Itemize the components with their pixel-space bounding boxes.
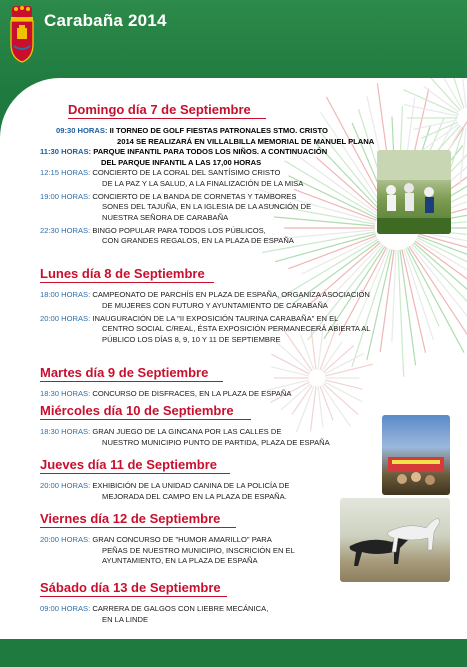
event-line: [56, 126, 328, 137]
event-time: 18:00 HORAS:: [40, 290, 93, 299]
event-list: [0, 78, 467, 653]
day-heading: Jueves día 11 de Septiembre: [40, 457, 218, 472]
event-description: CON GRANDES REGALOS, EN LA PLAZA DE ESPAÑA: [102, 236, 294, 245]
event-description: DEL PARQUE INFANTIL A LAS 17,00 HORAS: [101, 157, 262, 167]
event-description: NUESTRA SEÑORA DE CARABAÑA: [102, 212, 229, 222]
event-line: [40, 481, 289, 492]
event-line: [102, 202, 311, 213]
event-line: [102, 546, 295, 557]
day-heading: Lunes día 8 de Septiembre: [40, 266, 205, 281]
event-description: INAUGURACIÓN DE LA "II EXPOSICIÓN TAURINA CARABAÑA" EN EL: [92, 313, 339, 323]
event-line: [102, 324, 371, 335]
day-heading-underline: [40, 282, 214, 283]
event-description: CONCIERTO DE LA CORAL DEL SANTÍSIMO CRISTO: [92, 168, 281, 177]
event-description: CONCURSO DE DISFRACES, EN LA PLAZA DE ESPAÑA: [92, 389, 292, 398]
event-line: [102, 179, 303, 190]
event-description: PARQUE INFANTIL PARA TODOS LOS NIÑOS. A CONTINUACIÓN: [93, 147, 328, 156]
day-heading-underline: [40, 381, 223, 382]
event-description: CONCIERTO DE LA BANDA DE CORNETAS Y TAMBORES: [92, 191, 297, 201]
event-time: 20:00 HORAS:: [40, 535, 93, 544]
footer-band: [0, 639, 467, 653]
day-heading-underline: [40, 527, 236, 528]
day-heading: Miércoles día 10 de Septiembre: [40, 403, 234, 418]
event-line: [102, 236, 294, 247]
event-line: [102, 213, 228, 224]
day-heading-underline: [68, 118, 266, 119]
event-description: DE MUJERES CON FUTURO Y AYUNTAMIENTO DE CARABAÑA: [102, 300, 328, 310]
event-line: [40, 290, 370, 301]
event-description: CENTRO SOCIAL C/REAL, ÉSTA EXPOSICIÓN PERMANECERÁ ABIERTA AL: [102, 324, 371, 333]
event-line: [40, 314, 338, 325]
event-description: GRAN CONCURSO DE "HUMOR AMARILLO" PARA: [92, 535, 272, 544]
event-time: 09:00 HORAS:: [40, 604, 93, 613]
event-time: 19:00 HORAS:: [40, 191, 93, 201]
day-heading-underline: [40, 596, 227, 597]
day-heading: Sábado día 13 de Septiembre: [40, 580, 221, 595]
event-description: SONES DEL TAJUÑA, EN LA IGLESIA DE LA ASUNCIÓN DE: [102, 202, 312, 211]
event-line: [102, 301, 328, 312]
event-description: MEJORADA DEL CAMPO EN LA PLAZA DE ESPAÑA.: [102, 491, 287, 501]
event-time: 12:15 HORAS:: [40, 168, 93, 177]
event-line: [101, 158, 261, 169]
event-time: 20:00 HORAS:: [40, 313, 93, 323]
event-description: NUESTRO MUNICIPIO PUNTO DE PARTIDA, PLAZA DE ESPAÑA: [102, 437, 330, 447]
event-line: [40, 389, 291, 400]
event-description: PÚBLICO LOS DÍAS 8, 9, 10 Y 11 DE SEPTIEMBRE: [102, 334, 281, 344]
program-panel: [0, 78, 467, 653]
event-line: [102, 615, 148, 626]
event-description: II TORNEO DE GOLF FIESTAS PATRONALES STMO. CRISTO: [109, 126, 328, 135]
event-description: EN LA LINDE: [102, 614, 149, 624]
event-time: 22:30 HORAS:: [40, 225, 93, 235]
event-time: 11:30 HORAS:: [40, 147, 94, 156]
event-time: 18:30 HORAS:: [40, 427, 93, 436]
event-line: [40, 535, 272, 546]
event-line: [102, 438, 330, 449]
event-line: [40, 147, 327, 158]
event-description: GRAN JUEGO DE LA GINCANA POR LAS CALLES DE: [92, 427, 282, 436]
event-line: [40, 192, 296, 203]
event-description: 2014 SE REALIZARÁ EN VILLALBILLA MEMORIAL DE MANUEL PLANA: [117, 136, 375, 146]
event-line: [102, 335, 281, 346]
event-line: [102, 556, 258, 567]
event-line: [40, 427, 281, 438]
day-heading: Domingo día 7 de Septiembre: [68, 102, 251, 117]
event-time: 09:30 HORAS:: [56, 126, 110, 135]
day-heading-underline: [40, 473, 230, 474]
event-line: [40, 226, 266, 237]
page-title: Carabaña 2014: [44, 11, 167, 30]
event-description: AYUNTAMIENTO, EN LA PLAZA DE ESPAÑA: [102, 556, 258, 565]
event-description: EXHIBICIÓN DE LA UNIDAD CANINA DE LA POLICÍA DE: [92, 481, 290, 490]
event-time: 20:00 HORAS:: [40, 481, 93, 490]
event-description: BINGO POPULAR PARA TODOS LOS PÚBLICOS,: [92, 225, 266, 235]
event-line: [40, 604, 268, 615]
event-time: 18:30 HORAS:: [40, 389, 93, 398]
event-description: DE LA PAZ Y LA SALUD, A LA FINALIZACIÓN DE LA MISA: [102, 178, 304, 188]
day-heading-underline: [40, 419, 251, 420]
event-line: [117, 137, 374, 148]
event-description: CAMPEONATO DE PARCHÍS EN PLAZA DE ESPAÑA, ORGANIZA ASOCIACIÓN: [92, 290, 370, 299]
header-band: [0, 0, 467, 90]
event-description: PEÑAS DE NUESTRO MUNICIPIO, INSCRICIÓN EN EL: [102, 545, 295, 555]
event-line: [40, 168, 280, 179]
day-heading: Viernes día 12 de Septiembre: [40, 511, 221, 526]
coat-of-arms-icon: [9, 6, 35, 64]
event-description: CARRERA DE GALGOS CON LIEBRE MECÁNICA,: [92, 604, 269, 613]
event-line: [102, 492, 287, 503]
day-heading: Martes día 9 de Septiembre: [40, 365, 209, 380]
